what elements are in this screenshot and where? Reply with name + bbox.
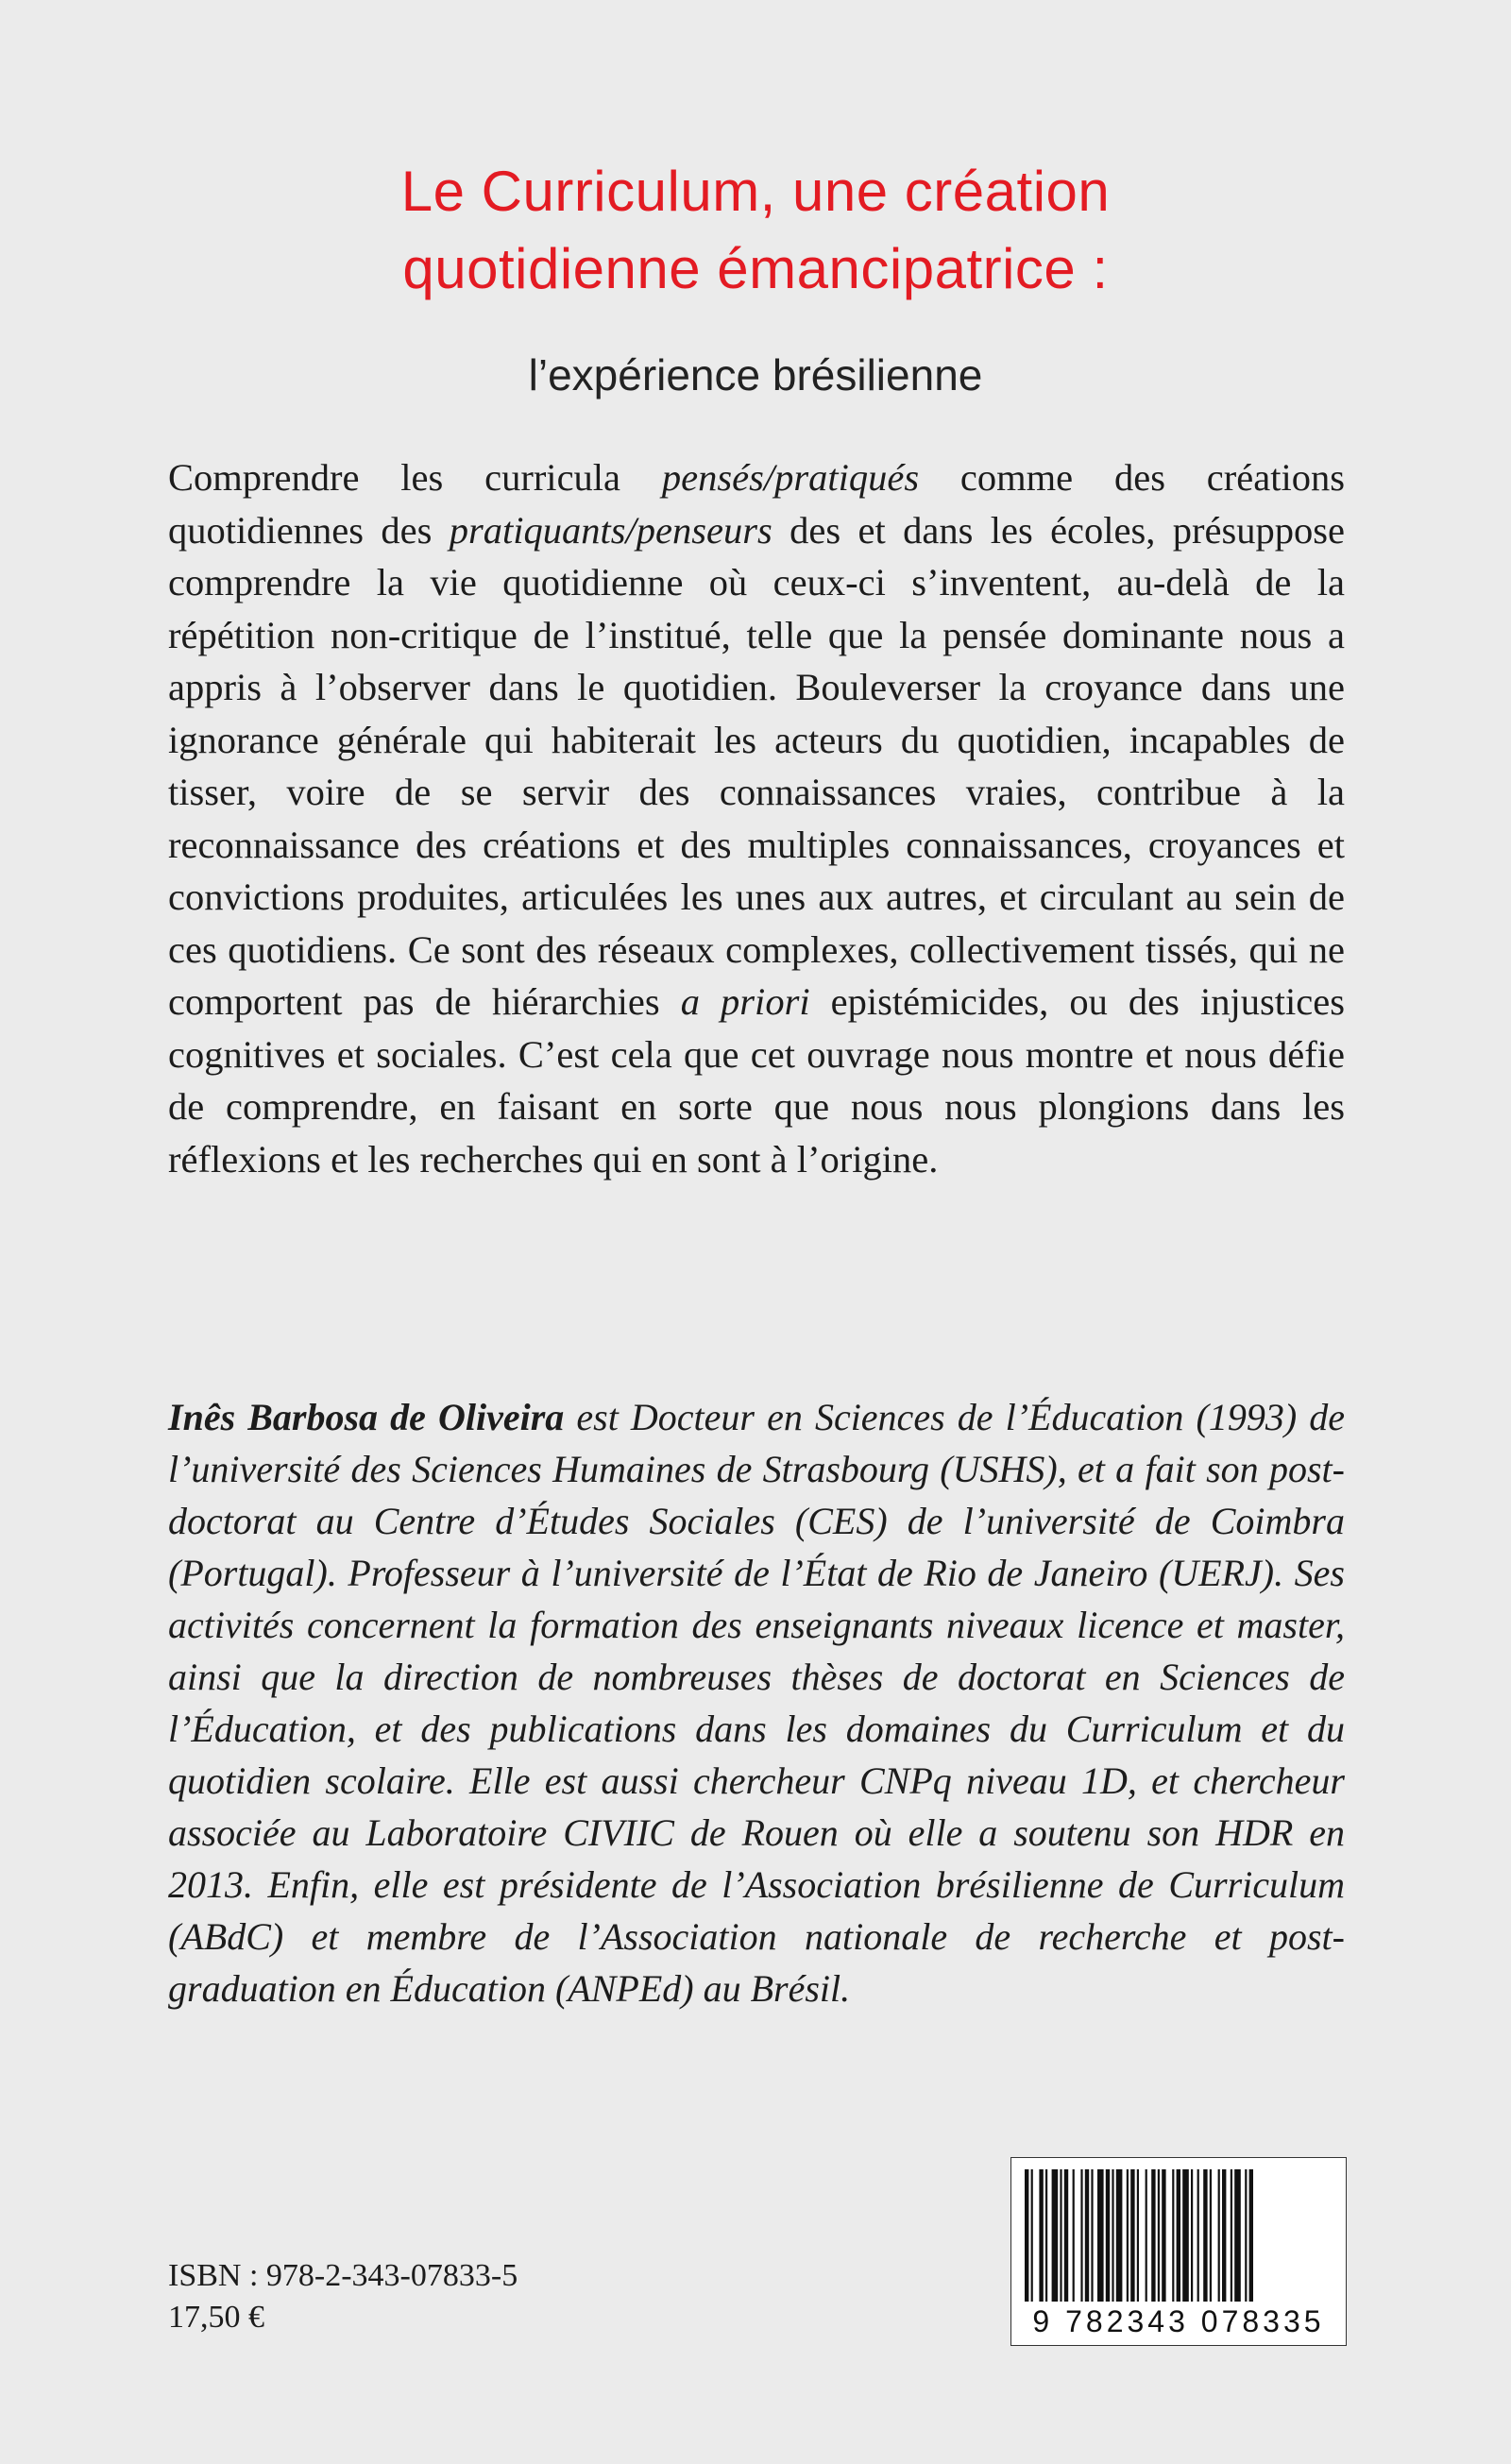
summary-italic-term: pensés/pratiqués <box>661 456 920 499</box>
author-bio-text: est Docteur en Sciences de l’Éducation (1993) de l’université des Sciences Humaines de Strasbourg (USHS), et a fait son post-doctorat au Centre d’Études Sociales (CES) de l’université de Coimbra (Portugal). Professeur à l’université de l’État de Rio de Janeiro (UERJ). Ses activités concernent la formation des enseignants niveaux licence et master, ainsi que la direction de nombreuses thèses de doctorat en Sciences de l’Éducation, et des publications dans les domaines du Curriculum et du quotidien scolaire. Elle est aussi chercheur CNPq niveau 1D, et chercheur associée au Laboratoire CIVIIC de Rouen où elle a soutenu son HDR en 2013. Enfin, elle est présidente de l’Association brésilienne de Curriculum (ABdC) et membre de l’Association nationale de recherche et post-graduation en Éducation (ANPEd) au Brésil. <box>168 1396 1346 2010</box>
barcode-bar <box>1025 2169 1028 2302</box>
barcode-bar <box>1172 2169 1174 2302</box>
barcode-bar <box>1031 2169 1033 2302</box>
summary-text: epistémicides, ou des injustices cognitives et sociales. C’est cela que cet ouvrage nous montre et nous défie de comprendre, en faisant en sorte que nous nous plongions dans les réflexions et les recherches qui en sont à l’origine. <box>168 980 1345 1181</box>
barcode-bar <box>1106 2169 1110 2302</box>
book-subtitle: l’expérience brésilienne <box>528 350 983 399</box>
barcode-bar <box>1218 2169 1220 2302</box>
summary-text: des et dans les écoles, présuppose comprendre la vie quotidienne où ceux-ci s’inventent, au-delà de la répétition non-critique de l’institué, telle que la pensée dominante nous a appris à l’observer dans le quotidien. Bouleverser la croyance dans une ignorance générale qui habiterait les acteurs du quotidien, incapables de tisser, voire de se servir des connaissances vraies, contribue à la reconnaissance des créations et des multiples connaissances, croyances et convictions produites, articulées les unes aux autres, et circulant au sein de ces quotidiens. Ce sont des réseaux complexes, collectivement tissés, qui ne comportent pas de hiérarchies <box>168 508 1345 1023</box>
barcode <box>1010 2157 1347 2346</box>
barcode-bar <box>1130 2169 1134 2302</box>
barcode-bar <box>1116 2169 1123 2302</box>
summary-text: comme des créations quotidiennes des <box>168 456 1345 552</box>
isbn-price-block <box>168 2255 518 2338</box>
barcode-bar <box>1222 2169 1226 2302</box>
barcode-bar <box>1137 2169 1139 2302</box>
barcode-bar <box>1177 2169 1180 2302</box>
barcode-bar <box>1231 2169 1232 2302</box>
barcode-bar <box>1060 2169 1061 2302</box>
barcode-bar <box>1234 2169 1241 2302</box>
book-title-line-1: Le Curriculum, une création <box>400 160 1111 223</box>
barcode-bar <box>1245 2169 1247 2302</box>
price: 17,50 € <box>168 2300 264 2335</box>
barcode-bar <box>1158 2169 1160 2302</box>
barcode-bar <box>1045 2169 1047 2302</box>
author-bio <box>168 1391 1345 2014</box>
author-name: Inês Barbosa de Oliveira <box>168 1396 565 1438</box>
barcode-bar <box>1112 2169 1113 2302</box>
book-title-line-2: quotidienne émancipatrice : <box>402 237 1109 300</box>
barcode-bar <box>1197 2169 1199 2302</box>
summary-italic-term: a priori <box>680 980 810 1023</box>
barcode-bar <box>1182 2169 1189 2302</box>
barcode-bar <box>1127 2169 1129 2302</box>
barcode-bar <box>1162 2169 1165 2302</box>
barcode-bar <box>1203 2169 1207 2302</box>
barcode-bars <box>1025 2169 1334 2302</box>
barcode-bar <box>1091 2169 1093 2302</box>
barcode-bar <box>1191 2169 1193 2302</box>
barcode-bar <box>1210 2169 1212 2302</box>
isbn-number: ISBN : 978-2-343-07833-5 <box>168 2258 518 2293</box>
barcode-bar <box>1146 2169 1147 2302</box>
barcode-bar <box>1151 2169 1155 2302</box>
summary-paragraph <box>168 451 1345 1185</box>
barcode-bar <box>1080 2169 1082 2302</box>
summary-italic-term: pratiquants/penseurs <box>449 508 772 552</box>
barcode-bar <box>1097 2169 1104 2302</box>
barcode-digits: 9 782343 078335 <box>1032 2304 1325 2338</box>
barcode-bar <box>1039 2169 1043 2302</box>
barcode-bar <box>1073 2169 1075 2302</box>
barcode-bar <box>1052 2169 1059 2302</box>
barcode-bar <box>1085 2169 1089 2302</box>
barcode-bar <box>1064 2169 1068 2302</box>
summary-text: Comprendre les curricula <box>168 456 662 499</box>
barcode-bar <box>1249 2169 1253 2302</box>
book-title <box>0 153 1511 308</box>
